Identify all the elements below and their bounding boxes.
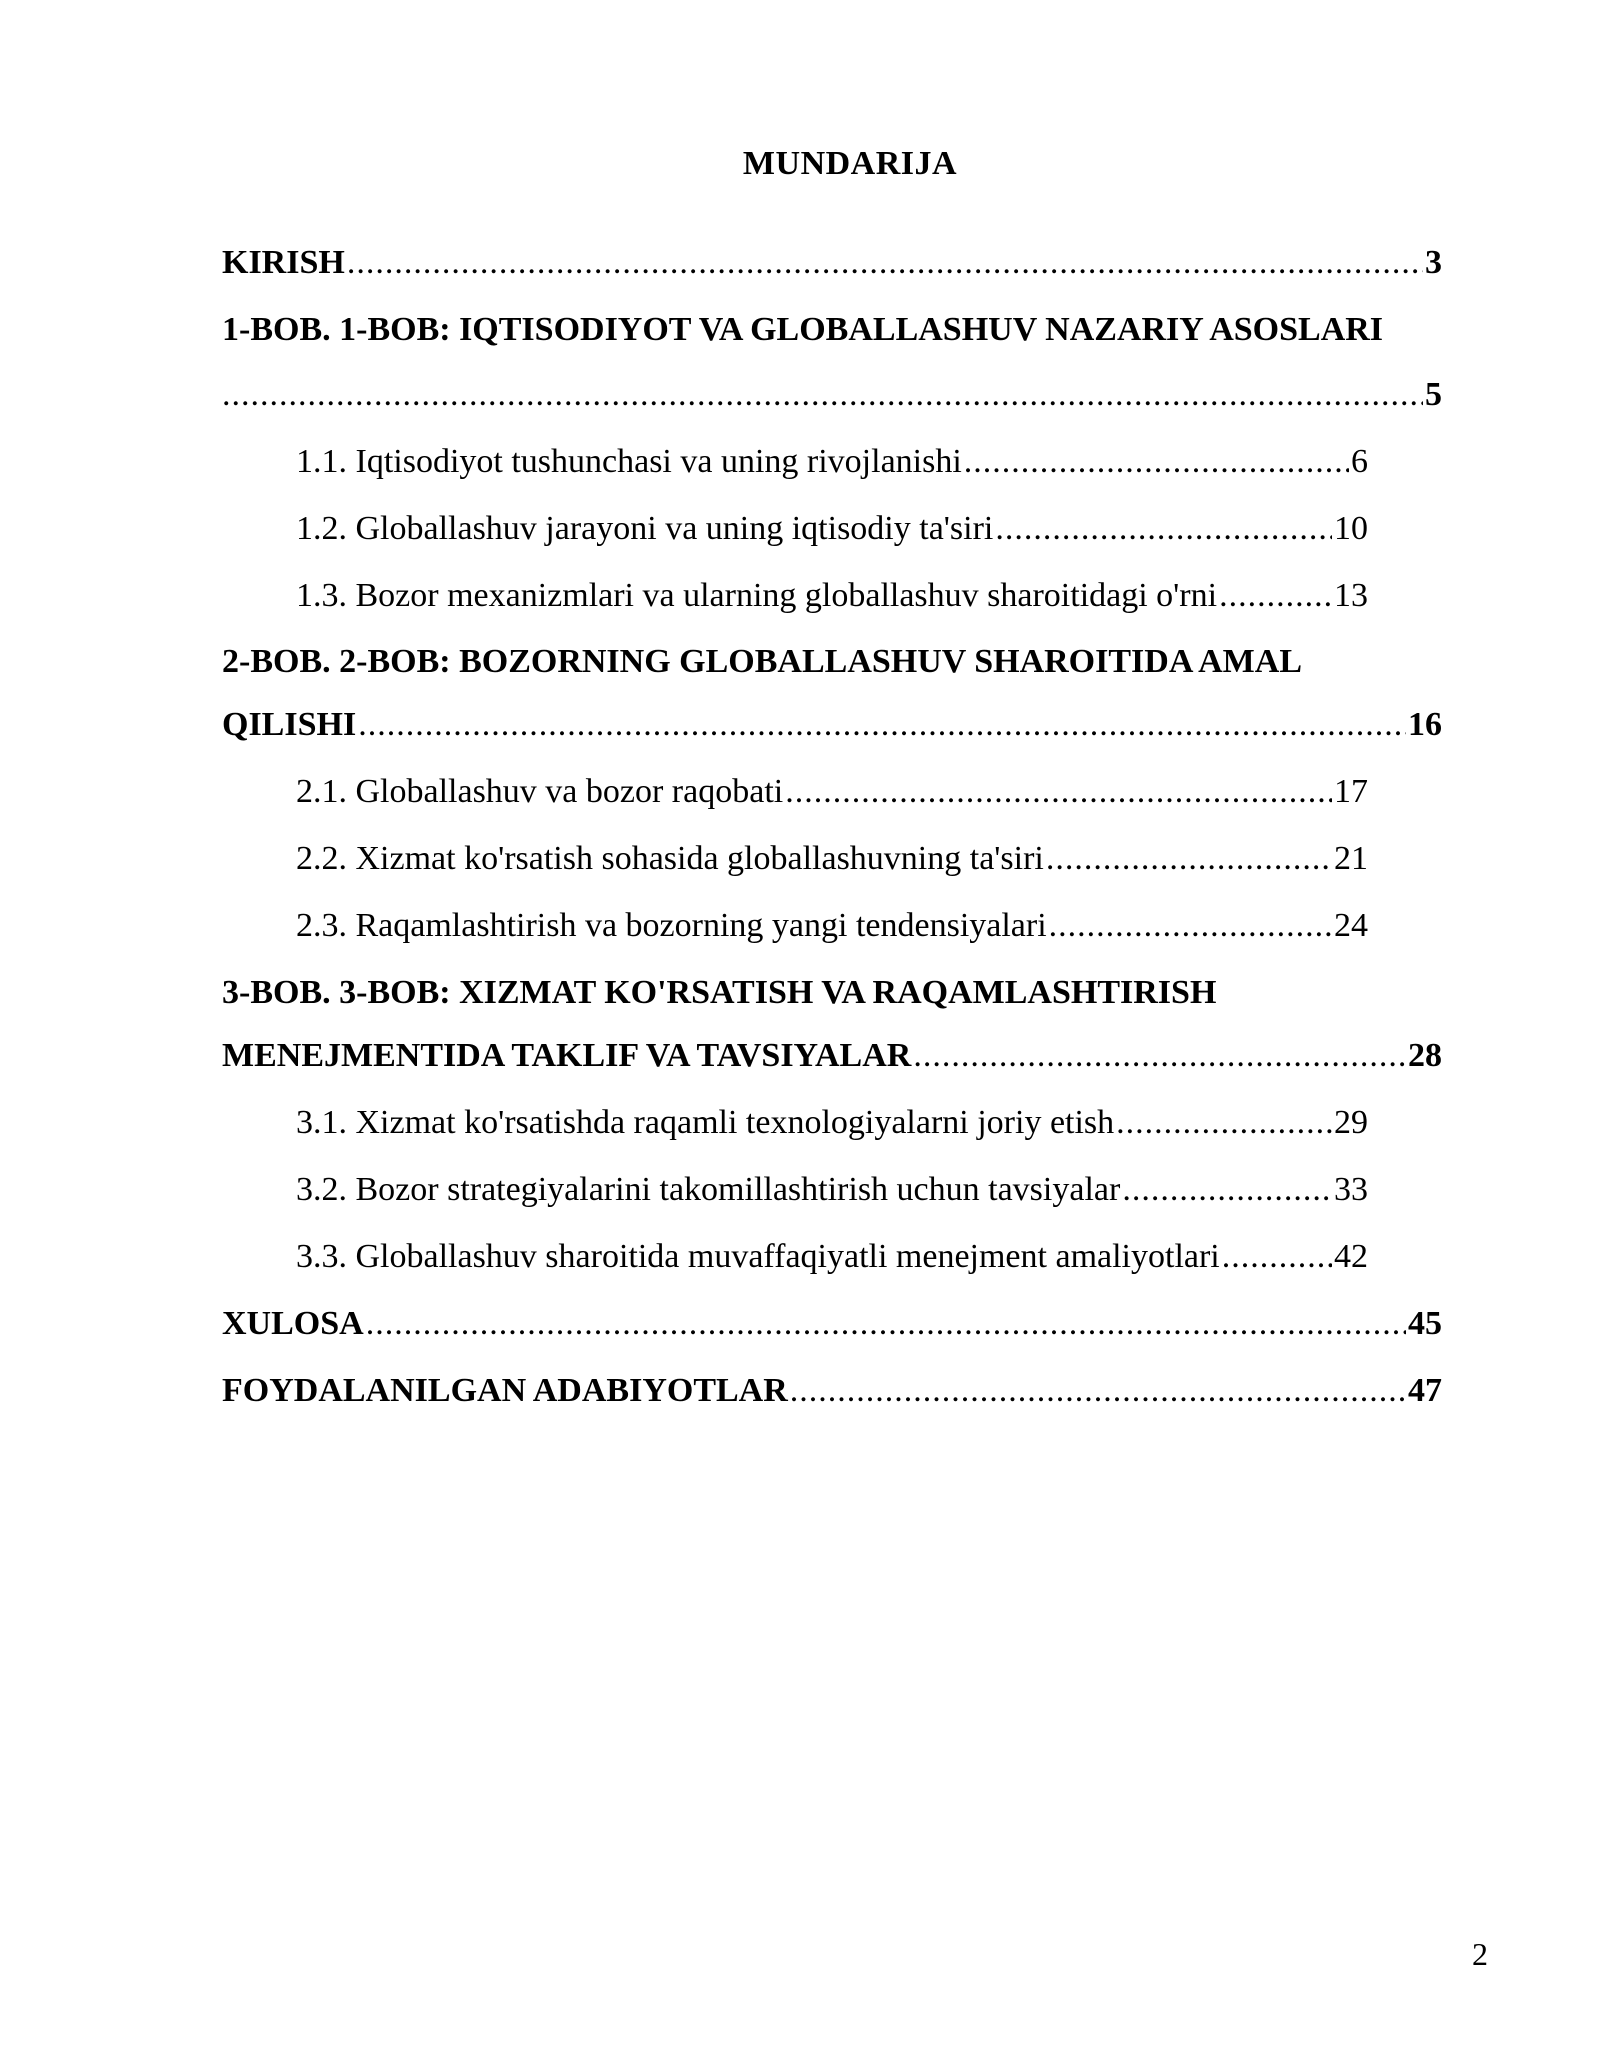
toc-entry-label: 1.2. Globallashuv jarayoni va uning iqtisodiy ta'siri [296,510,994,547]
toc-entry-1-1[interactable] [296,443,1368,481]
toc-entry-chapter3[interactable] [222,1037,1442,1075]
toc-entry-page: 24 [1334,907,1368,944]
toc-entry-page: 33 [1334,1171,1368,1208]
toc-entry-3-1[interactable] [296,1104,1368,1142]
toc-entry-page: 6 [1351,443,1368,480]
toc-entry-page: 42 [1334,1238,1368,1275]
page-number: 2 [1472,1936,1488,1972]
toc-entry-kirish[interactable] [222,244,1442,282]
toc-entry-chapter2-title[interactable]: 2-BOB. 2-BOB: BOZORNING GLOBALLASHUV SHAROITIDA AMAL [222,643,1302,680]
toc-entry-label: 2.1. Globallashuv va bozor raqobati [296,773,784,810]
toc-entry-label: 2.3. Raqamlashtirish va bozorning yangi tendensiyalari [296,907,1047,944]
toc-entry-adabiyotlar[interactable] [222,1372,1442,1410]
toc-entry-page: 13 [1334,577,1368,614]
toc-entry-label: FOYDALANILGAN ADABIYOTLAR [222,1372,788,1409]
toc-entry-label: 1.3. Bozor mexanizmlari va ularning globallashuv sharoitidagi o'rni [296,577,1218,614]
toc-entry-page: 28 [1408,1037,1442,1074]
toc-entry-page: 16 [1408,706,1442,743]
toc-entry-page: 3 [1425,244,1442,281]
toc-entry-chapter3-title[interactable]: 3-BOB. 3-BOB: XIZMAT KO'RSATISH VA RAQAMLASHTIRISH [222,974,1217,1011]
toc-entry-label: QILISHI [222,706,357,743]
toc-entry-chapter1-title[interactable]: 1-BOB. 1-BOB: IQTISODIYOT VA GLOBALLASHUV NAZARIY ASOSLARI [222,311,1384,348]
toc-entry-label: 2.2. Xizmat ko'rsatish sohasida globallashuvning ta'siri [296,840,1044,877]
toc-entry-page: 45 [1408,1305,1442,1342]
toc-entry-page: 29 [1334,1104,1368,1141]
toc-entry-2-3[interactable] [296,907,1368,945]
toc-entry-page: 17 [1334,773,1368,810]
toc-entry-label: MENEJMENTIDA TAKLIF VA TAVSIYALAR [222,1037,912,1074]
toc-entry-page: 5 [1425,376,1442,413]
toc-entry-2-2[interactable] [296,840,1368,878]
toc-entry-label: 3.1. Xizmat ko'rsatishda raqamli texnologiyalarni joriy etish [296,1104,1115,1141]
toc-entry-xulosa[interactable] [222,1305,1442,1343]
toc-entry-label: 3.2. Bozor strategiyalarini takomillashtirish uchun tavsiyalar [296,1171,1121,1208]
page-title: MUNDARIJA [742,145,958,182]
toc-entry-chapter2[interactable] [222,706,1442,744]
toc-entry-1-3[interactable] [296,577,1368,615]
toc-entry-page: 21 [1334,840,1368,877]
toc-entry-chapter1[interactable] [222,376,1442,414]
toc-entry-label: 1.1. Iqtisodiyot tushunchasi va uning rivojlanishi [296,443,962,480]
toc-entry-label: KIRISH [222,244,345,281]
toc-entry-label: XULOSA [222,1305,364,1342]
toc-entry-2-1[interactable] [296,773,1368,811]
toc-entry-page: 10 [1334,510,1368,547]
toc-entry-3-2[interactable] [296,1171,1368,1209]
toc-entry-3-3[interactable] [296,1238,1368,1276]
toc-entry-label: 3.3. Globallashuv sharoitida muvaffaqiyatli menejment amaliyotlari [296,1238,1220,1275]
toc-entry-1-2[interactable] [296,510,1368,548]
toc-entry-page: 47 [1408,1372,1442,1409]
